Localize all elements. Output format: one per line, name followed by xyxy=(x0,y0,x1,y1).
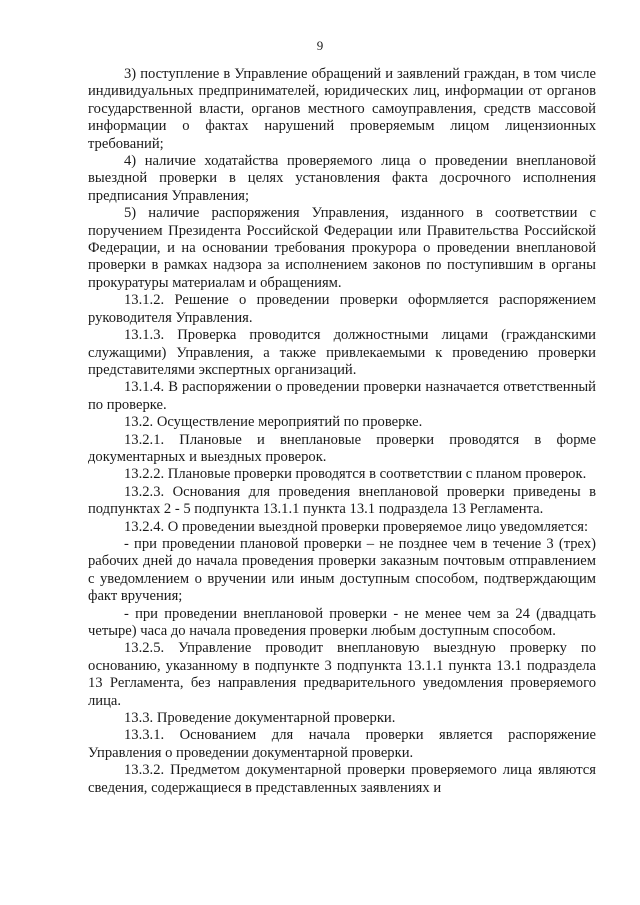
paragraph-planned-notice: - при проведении плановой проверки – не позднее чем в течение 3 (трех) рабочих дней до начала проведения проверки заказным почтовым отправлением с уведомлением о вручении или иным доступным способом, подтверждающим факт вручения; xyxy=(88,535,596,605)
paragraph-13-2-3: 13.2.3. Основания для проведения внеплановой проверки приведены в подпунктах 2 - 5 подпункта 13.1.1 пункта 13.1 подраздела 13 Регламента. xyxy=(88,483,596,518)
document-body xyxy=(88,66,596,797)
paragraph-13-3-1: 13.3.1. Основанием для начала проверки является распоряжение Управления о проведении документарной проверки. xyxy=(88,727,596,761)
page-number: 9 xyxy=(316,38,324,53)
paragraph-13-2-4: 13.2.4. О проведении выездной проверки проверяемое лицо уведомляется: xyxy=(124,518,589,535)
paragraph-13-1-3: 13.1.3. Проверка проводится должностными лицами (гражданскими служащими) Управления, а также привлекаемыми к проведению проверки представителями экспертных организаций. xyxy=(88,327,596,378)
paragraph-13-2: 13.2. Осуществление мероприятий по проверке. xyxy=(124,414,423,431)
paragraph-subitem-5: 5) наличие распоряжения Управления, изданного в соответствии с поручением Президента Российской Федерации или Правительства Российской Федерации, и на основании требования прокурора о проведении внеплановой проверки в рамках надзора за исполнением законов по поступившим в органы прокуратуры материалам и обращениям. xyxy=(88,205,596,291)
paragraph-subitem-4: 4) наличие ходатайства проверяемого лица о проведении внеплановой выездной проверки в целях установления факта досрочного исполнения предписания Управления; xyxy=(88,153,596,204)
paragraph-13-1-4: 13.1.4. В распоряжении о проведении проверки назначается ответственный по проверке. xyxy=(88,379,596,413)
paragraph-13-3: 13.3. Проведение документарной проверки. xyxy=(124,710,396,727)
paragraph-subitem-3: 3) поступление в Управление обращений и заявлений граждан, в том числе индивидуальных предпринимателей, юридических лиц, информации от органов государственной власти, органов местного самоуправления, средств массовой информации о фактах нарушений проверяемым лицом лицензионных требований; xyxy=(88,66,596,152)
paragraph-13-1-2: 13.1.2. Решение о проведении проверки оформляется распоряжением руководителя Управления. xyxy=(88,292,596,326)
paragraph-13-3-2: 13.3.2. Предметом документарной проверки проверяемого лица являются сведения, содержащиеся в представленных заявлениях и xyxy=(88,762,596,796)
paragraph-unplanned-notice: - при проведении внеплановой проверки - не менее чем за 24 (двадцать четыре) часа до начала проведения проверки любым доступным способом. xyxy=(88,605,596,639)
paragraph-13-2-1: 13.2.1. Плановые и внеплановые проверки проводятся в форме документарных и выездных проверок. xyxy=(88,431,596,465)
paragraph-13-2-5: 13.2.5. Управление проводит внеплановую выездную проверку по основанию, указанному в подпункте 3 подпункта 13.1.1 пункта 13.1 подраздела 13 Регламента, без направления предварительного уведомления проверяемого лица. xyxy=(88,640,596,709)
paragraph-13-2-2: 13.2.2. Плановые проверки проводятся в соответствии с планом проверок. xyxy=(124,466,587,483)
